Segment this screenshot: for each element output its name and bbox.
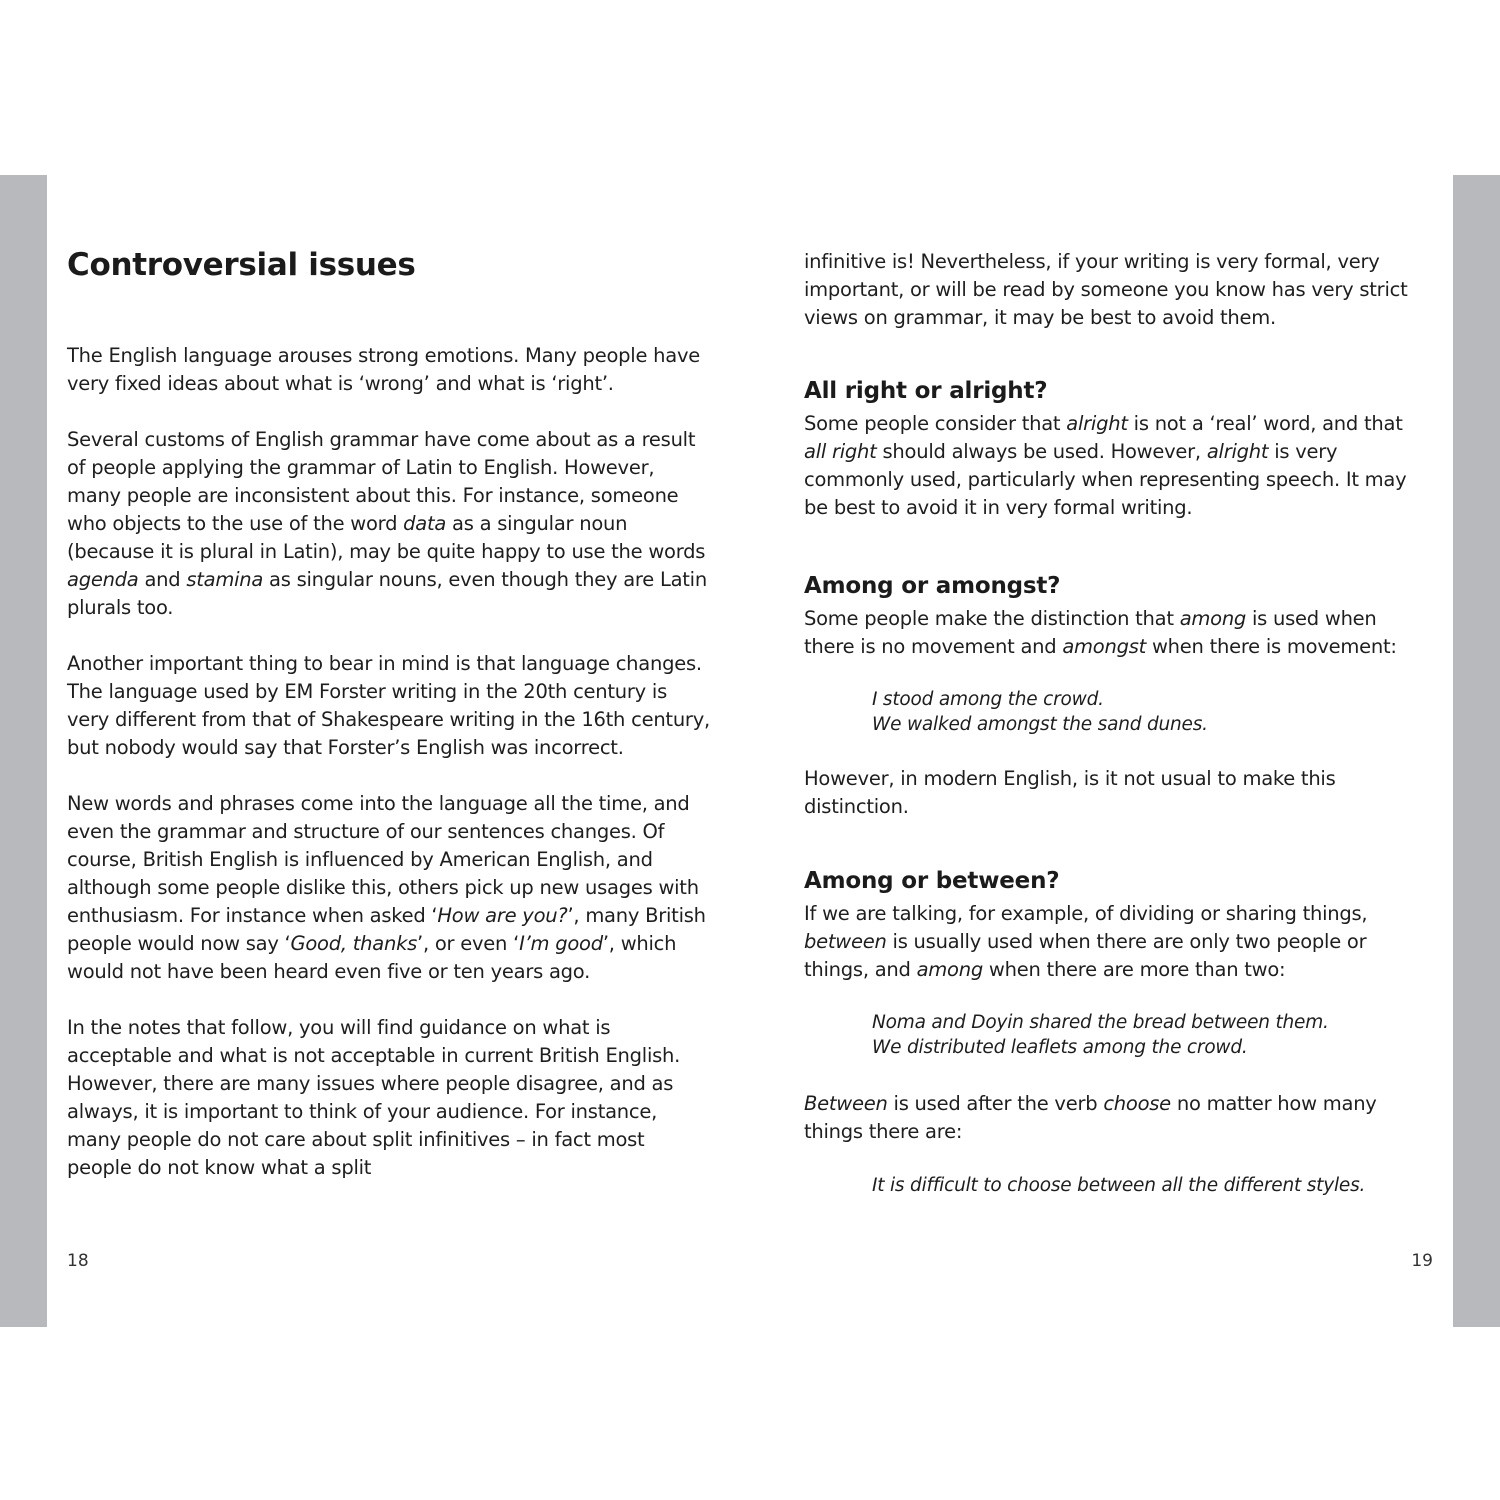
paragraph-intro: The English language arouses strong emotions. Many people have very fixed ideas about what is ‘wrong’ and what is ‘right’. [67,344,701,395]
paragraph-among-amongst: Some people make the distinction that among is used when there is no movement and amongst when there is movement: [804,607,1397,658]
page-number-left: 18 [67,1251,89,1271]
right-edge-bar [1453,175,1500,1327]
paragraph-modern-english: However, in modern English, is it not usual to make this distinction. [804,767,1336,818]
example-line: I stood among the crowd. [872,689,1104,710]
example-line: We walked amongst the sand dunes. [872,714,1208,735]
paragraph-choose: Between is used after the verb choose no matter how many things there are: [804,1092,1377,1143]
left-page [47,175,750,1327]
heading-all-right: All right or alright? [804,378,1048,404]
paragraph-latin: Several customs of English grammar have come about as a result of people applying the grammar of Latin to English. However, many people are inconsistent about this. For instance, someone who objects to the use of the word data as a singular noun (because it is plural in Latin), may be quite happy to use the words agenda and stamina as singular nouns, even though they are Latin plurals too. [67,428,707,619]
example-block-2 [804,1010,1424,1060]
example-line: Noma and Doyin shared the bread between them. [872,1012,1329,1033]
left-column [67,342,712,1182]
example-block-1 [804,687,1424,737]
left-edge-bar [0,175,47,1327]
example-line: We distributed leaflets among the crowd. [872,1037,1248,1058]
paragraph-all-right: Some people consider that alright is not a ‘real’ word, and that all right should always be used. However, alright is very commonly used, particularly when representing speech. It may be best to avoid it in very formal writing. [804,412,1407,519]
paragraph-continuation: infinitive is! Nevertheless, if your writing is very formal, very important, or will be read by someone you know has very strict views on grammar, it may be best to avoid them. [804,250,1408,329]
example-line: It is difficult to choose between all the different styles. [872,1175,1366,1196]
paragraph-guidance: In the notes that follow, you will find guidance on what is acceptable and what is not acceptable in current British English. However, there are many issues where people disagree, and as always, it is important to think of your audience. For instance, many people do not care about split infinitives – in fact most people do not know what a split [67,1016,681,1179]
right-page [750,175,1453,1327]
page-title: Controversial issues [67,247,416,283]
page-number-right: 19 [1411,1251,1433,1271]
heading-among-amongst: Among or amongst? [804,573,1061,599]
paragraph-new-words: New words and phrases come into the language all the time, and even the grammar and structure of our sentences changes. Of course, British English is influenced by American English, and although some people dislike this, others pick up new usages with enthusiasm. For instance when asked ‘How are you?’, many British people would now say ‘Good, thanks’, or even ‘I’m good’, which would not have been heard even five or ten years ago. [67,792,706,983]
paragraph-among-between: If we are talking, for example, of dividing or sharing things, between is usually used when there are only two people or things, and among when there are more than two: [804,902,1368,981]
right-column [804,248,1424,1198]
paragraph-language-changes: Another important thing to bear in mind is that language changes. The language used by EM Forster writing in the 20th century is very different from that of Shakespeare writing in the 16th century, but nobody would say that Forster’s English was incorrect. [67,652,710,759]
heading-among-between: Among or between? [804,868,1060,894]
